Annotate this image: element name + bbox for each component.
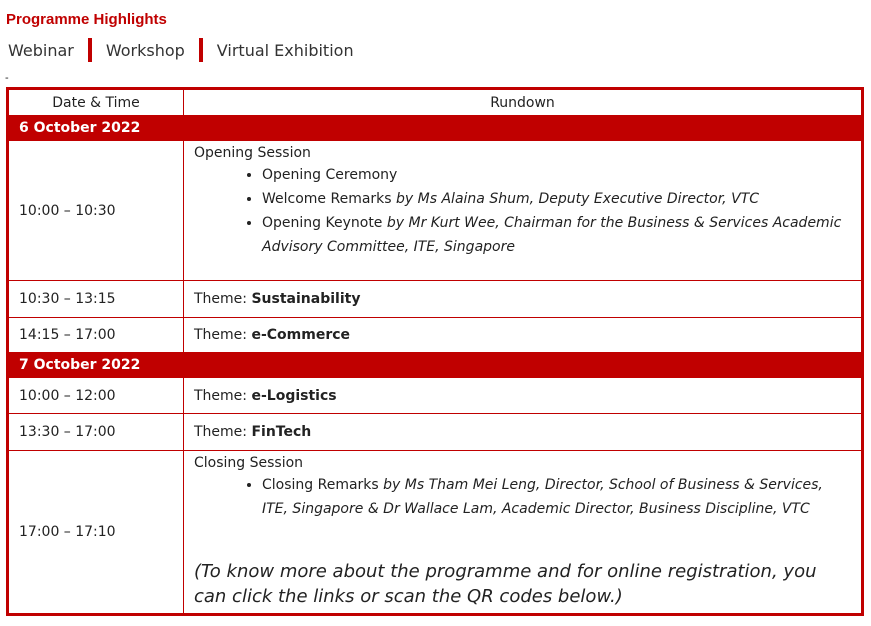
section-title: Programme Highlights: [6, 11, 167, 28]
date-row: [8, 116, 863, 141]
header-date-time: Date & Time: [8, 89, 184, 116]
list-item: [262, 211, 851, 259]
time-cell: 10:30 – 13:15: [8, 281, 184, 318]
session-heading: Opening Session: [194, 145, 311, 161]
item-text: Closing Remarks: [262, 477, 384, 493]
session-items: [194, 163, 851, 259]
tab-divider: [88, 38, 92, 62]
session-heading: Closing Session: [194, 455, 304, 471]
rundown-cell: [184, 414, 863, 451]
table-row: [8, 378, 863, 414]
rundown-cell: [184, 378, 863, 414]
item-speaker: by Ms Alaina Shum, Deputy Executive Director, VTC: [396, 191, 759, 207]
rundown-cell: [184, 318, 863, 353]
time-cell: 13:30 – 17:00: [8, 414, 184, 451]
time-cell: 14:15 – 17:00: [8, 318, 184, 353]
list-item: [262, 187, 851, 211]
dash-mark: -: [5, 72, 9, 84]
table-row: [8, 318, 863, 353]
theme-label: Theme:: [194, 387, 252, 404]
theme-label: Theme:: [194, 327, 252, 343]
date-row: [8, 353, 863, 378]
tab-virtual-exhibition[interactable]: Virtual Exhibition: [216, 40, 354, 60]
rundown-cell: [184, 141, 863, 281]
theme-name: FinTech: [251, 424, 312, 440]
item-text: Opening Keynote: [262, 215, 387, 231]
registration-note: (To know more about the programme and for online registration, you can click the links or scan the QR codes below.): [194, 561, 817, 607]
tab-webinar[interactable]: Webinar: [8, 40, 74, 60]
time-cell: 17:00 – 17:10: [8, 451, 184, 615]
list-item: [262, 163, 851, 187]
table-row: [8, 141, 863, 281]
rundown-table: [6, 87, 864, 616]
header-rundown: Rundown: [184, 89, 863, 116]
item-text: Opening Ceremony: [262, 167, 398, 183]
time-cell: 10:00 – 10:30: [8, 141, 184, 281]
theme-name: Sustainability: [251, 291, 361, 307]
date-label: 7 October 2022: [8, 353, 863, 378]
item-speaker: by Ms Tham Mei Leng, Director, School of Business & Services, ITE, Singapore & Dr Wallace Lam, Academic Director, Business Discipline, VTC: [262, 477, 823, 517]
table-row: [8, 281, 863, 318]
date-label: 6 October 2022: [8, 116, 863, 141]
theme-label: Theme:: [194, 424, 252, 440]
item-speaker: by Mr Kurt Wee, Chairman for the Business & Services Academic Advisory Committee, ITE, Singapore: [262, 215, 842, 255]
time-cell: 10:00 – 12:00: [8, 378, 184, 414]
table-row: [8, 414, 863, 451]
table-row: [8, 451, 863, 615]
session-items: [194, 473, 851, 521]
tab-divider: [199, 38, 203, 62]
programme-tabs: [8, 38, 354, 62]
item-text: Welcome Remarks: [262, 191, 397, 207]
rundown-cell: [184, 451, 863, 615]
theme-label: Theme:: [194, 291, 252, 307]
tab-workshop[interactable]: Workshop: [105, 40, 185, 60]
list-item: [262, 473, 851, 521]
rundown-cell: [184, 281, 863, 318]
theme-name: e-Logistics: [251, 387, 337, 404]
table-header: [8, 89, 863, 116]
theme-name: e-Commerce: [251, 327, 351, 343]
